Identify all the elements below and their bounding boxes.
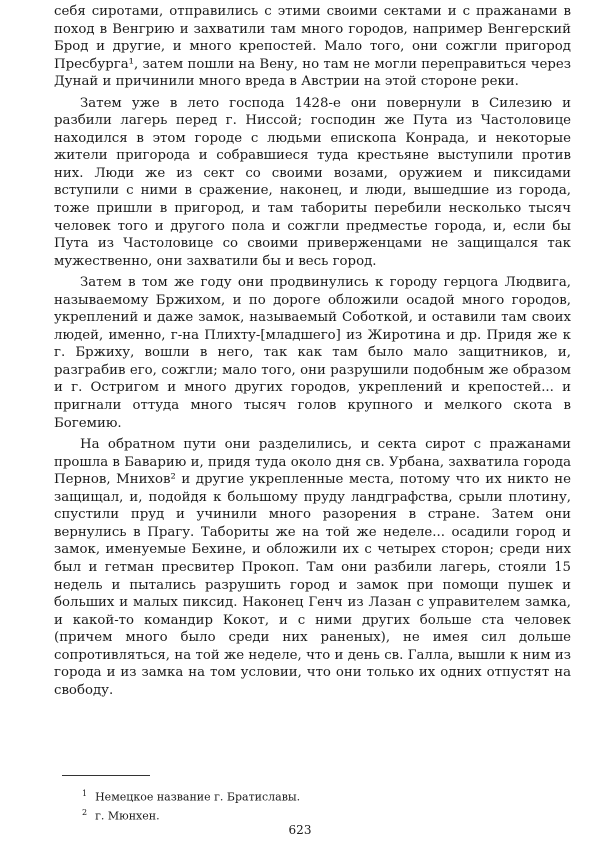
footnote-text: Немецкое название г. Братиславы. [95, 790, 301, 804]
footnote-2 [82, 805, 562, 824]
footnote-separator [62, 775, 150, 776]
footnotes [82, 786, 562, 823]
footnote-text: г. Мюнхен. [95, 809, 160, 823]
footnote-mark: 2 [82, 807, 88, 817]
paragraph-1: себя сиротами, отправились с этими своими сектами и с пражанами в поход в Венгрию и захватили там много городов, например Венгерский Брод и другие, и много крепостей. Мало того, они сожгли пригород Пресбурга¹, затем пошли на Вену, но там не могли переправиться через Дунай и причинили много вреда в Австрии на этой стороне реки. [54, 4, 571, 90]
footnote-mark: 1 [82, 789, 88, 798]
main-text [54, 3, 571, 703]
paragraph-2: Затем уже в лето господа 1428-е они повернули в Силезию и разбили лагерь перед г. Ниссой; господин же Пута из Частоловице находился в этом городе с людьми епископа Конрада, и некоторые жители пригорода и собравшиеся туда крестьяне выступили против них. Люди же из сект со своими возами, оружием и пиксидами вступили с ними в сражение, наконец, и люди, вышедшие из города, тоже пришли в пригород, и там табориты перебили несколько тысяч человек того и другого пола и сожгли предместье города, и, если бы Пута из Частоловице со своими приверженцами не защищался так мужественно, они захватили бы и весь город. [54, 95, 571, 269]
footnote-1 [82, 786, 562, 805]
paragraph-3: Затем в том же году они продвинулись к городу герцога Людвига, называемому Бржихом, и по дороге обложили осадой много городов, укреплений и даже замок, называемый Соботкой, и оставили там своих людей, именно, г-на Плихту-[младшего] из Жиротина и др. Придя же к г. Бржиху, вошли в него, так как там было мало защитников, и, разграбив его, сожгли; мало того, они разрушили подобным же образом и г. Остригом и много других городов, укреплений и крепостей... и пригнали оттуда много тысяч голов крупного и мелкого скота в Богемию. [54, 275, 571, 431]
paragraph-4: На обратном пути они разделились, и секта сирот с пражанами прошла в Баварию и, придя туда около дня св. Урбана, захватила города Пернов, Мнихов² и другие укрепленные места, потому что их никто не защищал, и, подойдя к большому пруду ландграфства, срыли плотину, спустили пруд и учинили много разорения в стране. Затем они вернулись в Прагу. Табориты же на той же неделе... осадили город и замок, именуемые Бехине, и обложили их с четырех сторон; среди них был и гетман пресвитер Прокоп. Там они разбили лагерь, стояли 15 недель и пытались разрушить город и замок при помощи пушек и больших и малых пиксид. Наконец Генч из Лазан с управителем замка, и какой-то командир Кокот, и с ними других больше ста человек (причем много было среди них раненых), не имея сил дольше сопротивляться, на той же неделе, что и день св. Галла, вышли к ним из города и из замка на том условии, что они только их одних отпустят на свободу. [54, 437, 571, 698]
page-number: 623 [288, 823, 312, 837]
